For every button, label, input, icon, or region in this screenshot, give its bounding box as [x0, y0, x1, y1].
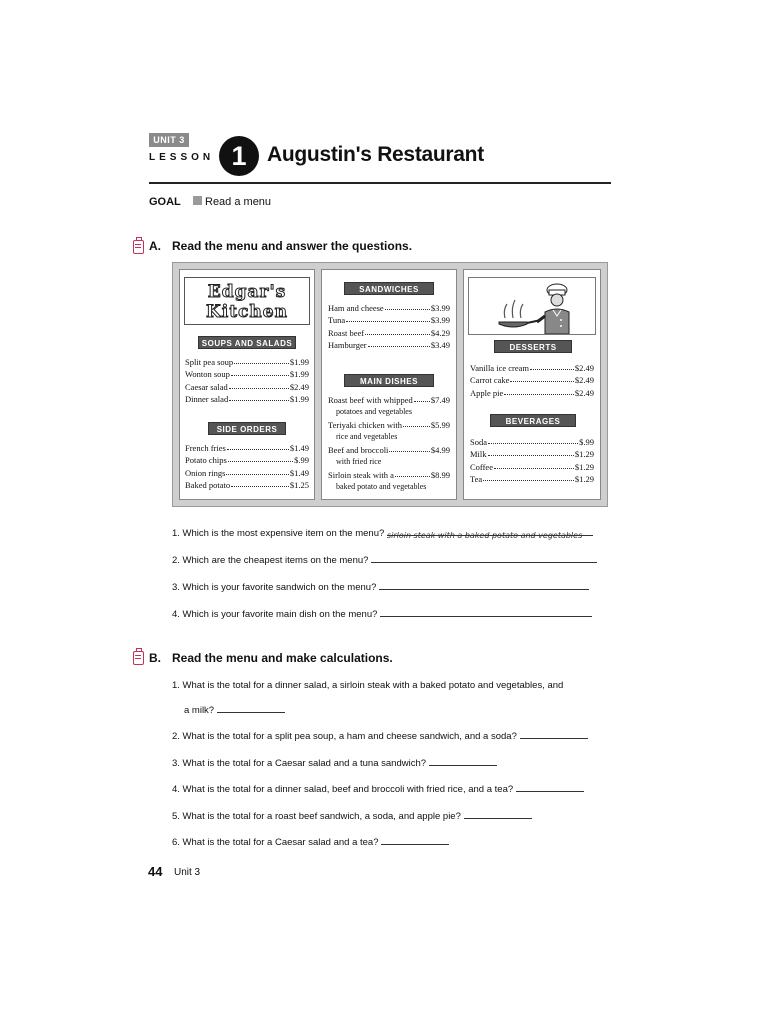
goal-square-icon: [193, 196, 202, 205]
item-price: $1.49: [289, 442, 309, 453]
question-text: 2. Which are the cheapest items on the menu?: [172, 555, 369, 566]
chef-icon: [469, 278, 595, 334]
question-b2: [172, 731, 588, 742]
chef-illustration: [468, 277, 596, 335]
item-name: Beef and broccoli: [328, 444, 389, 455]
answer-blank[interactable]: [379, 589, 589, 590]
item-price: $3.99: [430, 315, 450, 325]
clipboard-icon: [133, 240, 144, 254]
handwritten-answer: sirloin steak with a baked potato and vegetables: [386, 531, 583, 540]
item-name: Hamburger: [328, 340, 367, 350]
item-price: $8.99: [430, 469, 450, 480]
item-price: $1.99: [289, 356, 309, 367]
menu-item: [185, 354, 309, 367]
question-a1: [172, 528, 593, 539]
goal-label: GOAL: [149, 196, 181, 208]
unit-badge: UNIT 3: [149, 133, 189, 147]
section-b-title: Read the menu and make calculations.: [172, 651, 393, 665]
page-unit-label: Unit 3: [174, 867, 201, 878]
menu-item: [328, 300, 450, 313]
item-name: Ham and cheese: [328, 302, 384, 313]
answer-blank[interactable]: [386, 531, 593, 540]
item-name: Tea: [470, 474, 483, 484]
menu-column-middle: [321, 269, 457, 500]
item-price: $.99: [294, 455, 309, 465]
answer-blank[interactable]: [380, 616, 592, 617]
question-text: a milk?: [184, 705, 215, 716]
question-b1-line2: [184, 705, 285, 716]
menu-item: [470, 447, 594, 460]
sandwiches-heading: SANDWICHES: [344, 282, 434, 295]
item-name: Caesar salad: [185, 381, 228, 392]
item-price: $1.29: [574, 461, 594, 472]
item-price: $3.49: [430, 340, 450, 350]
question-a2: [172, 555, 597, 566]
item-price: $7.49: [430, 394, 450, 405]
answer-blank[interactable]: [429, 765, 497, 766]
item-price: $1.29: [574, 449, 594, 459]
desserts-list: [470, 360, 594, 398]
menu-item: [185, 478, 309, 491]
item-name: Tuna: [328, 315, 346, 325]
section-a-title: Read the menu and answer the questions.: [172, 239, 413, 253]
page-number: 44: [148, 864, 163, 879]
menu-item: [328, 325, 450, 338]
item-price: $1.49: [289, 467, 309, 478]
menu-item: [470, 434, 594, 447]
item-name: Dinner salad: [185, 394, 229, 404]
menu-item: [328, 338, 450, 351]
lesson-number: 1: [219, 136, 259, 176]
menu-item: [185, 453, 309, 466]
menu-item: [470, 360, 594, 373]
item-price: $2.49: [289, 381, 309, 392]
item-price: $2.49: [574, 387, 594, 398]
item-name: Sirloin steak with a: [328, 469, 394, 480]
item-name: Coffee: [470, 461, 493, 472]
item-name: Vanilla ice cream: [470, 362, 529, 373]
menu-item: [470, 373, 594, 386]
goal-text: Read a menu: [205, 196, 272, 208]
menu-item: [328, 313, 450, 326]
answer-blank[interactable]: [381, 844, 449, 845]
item-name: Split pea soup: [185, 356, 234, 367]
question-text: 1. Which is the most expensive item on the menu?: [172, 528, 385, 539]
item-name: Wonton soup: [185, 369, 230, 379]
sandwiches-list: [328, 300, 450, 350]
question-b3: [172, 758, 497, 769]
menu-item: [328, 442, 450, 455]
soups-salads-list: [185, 354, 309, 404]
question-text: 4. What is the total for a dinner salad, beef and broccoli with fried rice, and a tea?: [172, 784, 514, 795]
restaurant-menu: [172, 262, 608, 507]
item-name: Potato chips: [185, 455, 227, 465]
menu-item: [328, 392, 450, 405]
question-text: 4. Which is your favorite main dish on the menu?: [172, 609, 378, 620]
question-text: 6. What is the total for a Caesar salad and a tea?: [172, 837, 379, 848]
item-name: Soda: [470, 436, 487, 447]
section-b-letter: B.: [149, 651, 161, 665]
item-price: $3.99: [430, 302, 450, 313]
item-price: $2.49: [574, 375, 594, 385]
lesson-label: LESSON: [149, 152, 215, 163]
restaurant-logo: [184, 277, 310, 325]
question-a3: [172, 582, 589, 593]
item-description: rice and vegetables: [336, 432, 398, 441]
question-text: 3. Which is your favorite sandwich on the menu?: [172, 582, 377, 593]
item-description: with fried rice: [336, 457, 382, 466]
side-orders-list: [185, 440, 309, 490]
question-text: 5. What is the total for a roast beef sandwich, a soda, and apple pie?: [172, 811, 461, 822]
item-name: Baked potato: [185, 480, 231, 490]
menu-item: [328, 417, 450, 430]
item-price: $1.29: [574, 474, 594, 484]
item-price: $1.99: [289, 394, 309, 404]
menu-item: [185, 379, 309, 392]
menu-column-left: [179, 269, 315, 500]
answer-blank[interactable]: [217, 712, 285, 713]
question-b5: [172, 811, 532, 822]
question-b1-line1: 1. What is the total for a dinner salad, a sirloin steak with a baked potato and vegetables, and: [172, 680, 564, 691]
item-name: Roast beef with whipped: [328, 394, 413, 405]
clipboard-icon: [133, 651, 144, 665]
question-b6: [172, 837, 449, 848]
item-name: Teriyaki chicken with: [328, 419, 402, 430]
item-name: Apple pie: [470, 387, 504, 398]
answer-blank[interactable]: [516, 791, 584, 792]
menu-item: [470, 472, 594, 485]
menu-item: [328, 467, 450, 480]
answer-blank[interactable]: [520, 738, 588, 739]
item-name: Carrot cake: [470, 375, 510, 385]
menu-item: [185, 392, 309, 405]
item-price: $4.29: [430, 327, 450, 338]
desserts-heading: DESSERTS: [494, 340, 572, 353]
menu-item: [185, 465, 309, 478]
question-b4: [172, 784, 584, 795]
menu-column-right: [463, 269, 601, 500]
restaurant-name-line1: Edgar's: [207, 282, 287, 302]
item-price: $1.99: [289, 369, 309, 379]
answer-blank[interactable]: [464, 818, 532, 819]
restaurant-name-line2: Kitchen: [206, 302, 288, 322]
beverages-list: [470, 434, 594, 484]
item-description: baked potato and vegetables: [336, 482, 427, 491]
header-divider: [149, 182, 611, 184]
beverages-heading: BEVERAGES: [490, 414, 576, 427]
item-name: French fries: [185, 442, 226, 453]
menu-item: [185, 367, 309, 380]
side-orders-heading: SIDE ORDERS: [208, 422, 286, 435]
item-name: Roast beef: [328, 327, 365, 338]
item-name: Milk: [470, 449, 487, 459]
item-price: $.99: [579, 436, 594, 447]
question-text: 2. What is the total for a split pea soup, a ham and cheese sandwich, and a soda?: [172, 731, 517, 742]
item-price: $2.49: [574, 362, 594, 373]
question-a4: [172, 609, 592, 620]
item-price: $5.99: [430, 419, 450, 430]
menu-item: [470, 385, 594, 398]
answer-blank[interactable]: [371, 562, 597, 563]
item-description: potatoes and vegetables: [336, 407, 412, 416]
item-name: Onion rings: [185, 467, 226, 478]
menu-item: [470, 459, 594, 472]
section-a-letter: A.: [149, 239, 161, 253]
item-price: $4.99: [430, 444, 450, 455]
page-title: Augustin's Restaurant: [267, 143, 484, 166]
question-text: 3. What is the total for a Caesar salad and a tuna sandwich?: [172, 758, 427, 769]
main-dishes-heading: MAIN DISHES: [344, 374, 434, 387]
item-price: $1.25: [289, 480, 309, 490]
soups-salads-heading: SOUPS AND SALADS: [198, 336, 296, 349]
main-dishes-list: [328, 392, 450, 492]
menu-item: [185, 440, 309, 453]
